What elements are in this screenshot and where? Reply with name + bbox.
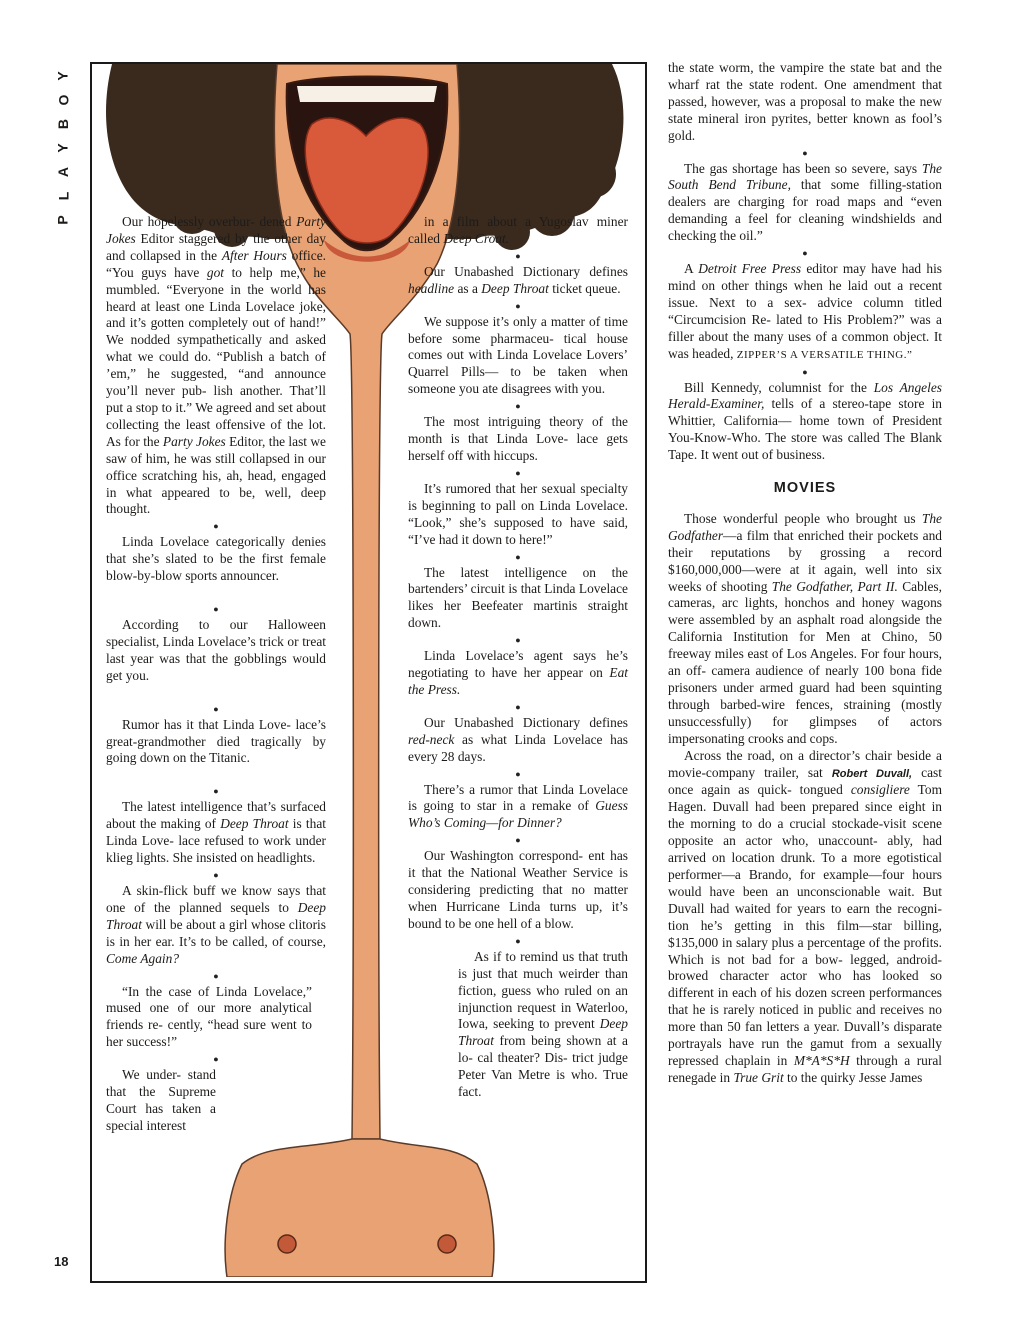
paragraph: Our Washington correspond- ent has it that the National Weather Service is considering predicting that no matter when Hurricane Linda turns up, it’s bound to be one hell of a blow. [408, 848, 628, 931]
paragraph: Linda Lovelace categorically denies that she’s slated to be the first female blow-by-blow sports announcer. [106, 534, 326, 584]
paragraph: According to our Halloween specialist, Linda Lovelace’s trick or treat last year was that the gobblings would get you. [106, 617, 326, 683]
bullet-separator: ● [515, 701, 521, 712]
masthead-letter: B [55, 118, 71, 130]
bullet-separator: ● [515, 401, 521, 412]
hair-curl [568, 150, 616, 198]
bullet-separator: ● [515, 551, 521, 562]
bullet-separator: ● [213, 521, 219, 532]
bullet-separator: ● [802, 366, 808, 377]
paragraph: We suppose it’s only a matter of time before some pharmaceu- tical house comes out with Linda Lovelace Lovers’ Quarrel Pills— to be taken when someone you ate disagrees with you. [408, 313, 628, 397]
section-heading-movies: MOVIES [773, 480, 837, 497]
masthead-letter: P [55, 215, 71, 225]
column-left [106, 214, 326, 1135]
bullet-separator: ● [515, 935, 521, 946]
masthead-letter: O [54, 94, 71, 106]
bullet-separator: ● [213, 703, 219, 714]
paragraph: the state worm, the vampire the state bat and the wharf rat the state rodent. One amendment that passed, however, was a proposal to make the new state mineral iron pyrites, better known as fool’s gold. [668, 60, 942, 143]
nipple-left [278, 1235, 296, 1253]
column-right [668, 60, 942, 1087]
bullet-separator: ● [515, 300, 521, 311]
nipple-right [438, 1235, 456, 1253]
paragraph: Across the road, on a director’s chair beside a movie-company trailer, sat Robert Duvall, cast once again as quick- tongued consigliere Tom Hagen. Duvall had been prepared since eight in the morning to do a crucial stockade-visit scene opposite an actor who, unaccount- ably, had arrived on location drunk. To a more egotistical performer—a Brando, for example—four hours would have been an unconscionable wait. But Duvall had waited for years to earn the recogni- tion he’s getting in this film—star billing, $135,000 in salary plus a percentage of the profits. Which is not bad for a bow- legged, android-browed character actor who has looked so different in each of his dozen screen performances that he is rarely noticed in public and receives no more than 50 fan letters a year. Duvall’s disparate portrayals have run the gamut from a sexually repressed chaplain in M*A*S*H through a rural renegade in True Grit to the quirky Jesse James [668, 747, 942, 1085]
paragraph: “In the case of Linda Lovelace,” mused one of our more analytical friends re- cently, “head sure went to her success!” [106, 983, 312, 1050]
paragraph: The latest intelligence on the bartenders’ circuit is that Linda Lovelace likes her Beefeater martinis straight down. [408, 564, 628, 631]
bullet-separator: ● [213, 604, 219, 615]
hair-curl [130, 162, 174, 206]
masthead-playboy [50, 64, 76, 224]
paragraph: Our hopelessly overbur- dened Party Jokes Editor staggered by the other day and collapsed in the After Hours office. “You guys have got to help me,” he mumbled. “Everyone in the world has heard at least one Linda Lovelace joke, and it’s gotten completely out of hand!” We nodded sympathetically and asked what we could do. “Publish a batch of ’em,” he suggested, “and announce you’ll never pub- lish another. That’ll put a stop to it.” We agreed and set about collecting the least offensive of the lot. As for the Party Jokes Editor, the last we saw of him, he was still collapsed in our office scratching his, ah, head, engaged in what appeared to be, well, deep thought. [106, 214, 327, 517]
bullet-separator: ● [515, 635, 521, 646]
masthead-letter: Y [55, 143, 71, 153]
paragraph: It’s rumored that her sexual specialty is beginning to pall on Linda Lovelace. “Look,” she’s supposed to have said, “I’ve had it down to here!” [408, 480, 628, 547]
bullet-separator: ● [802, 147, 808, 158]
page-number: 18 [54, 1254, 69, 1269]
paragraph: The latest intelligence that’s surfaced about the making of Deep Throat is that Linda Love- lace refused to work under klieg lights. She insisted on headlights. [106, 799, 326, 866]
bullet-separator: ● [213, 1054, 219, 1065]
paragraph: Our Unabashed Dictionary defines red-neck as what Linda Lovelace has every 28 days. [408, 714, 628, 764]
paragraph: The most intriguing theory of the month is that Linda Love- lace gets herself off with hiccups. [408, 414, 628, 463]
bullet-separator: ● [515, 768, 521, 779]
body [225, 1139, 494, 1277]
paragraph: A skin-flick buff we know says that one of the planned sequels to Deep Throat will be about a girl whose clitoris is in her ear. It’s to be called, of course, Come Again? [106, 883, 326, 966]
bullet-separator: ● [515, 250, 521, 261]
masthead-letter: L [55, 191, 71, 201]
paragraph: We under- stand that the Supreme Court has taken a special interest [106, 1067, 216, 1133]
bullet-separator: ● [213, 870, 219, 880]
masthead-letter: A [55, 166, 71, 178]
paragraph: There’s a rumor that Linda Lovelace is going to star in a remake of Guess Who’s Coming—for Dinner? [408, 781, 628, 831]
paragraph: Those wonderful people who brought us The Godfather—a film that enriched their pockets and their reputations by grossing a record $160,000,000—were at it again, well into six weeks of shooting The Godfather, Part II. Cables, cameras, arc lights, honchos and honey wagons were assembled by an asphalt road alongside the California Institution for Men at Chino, 50 freeway miles east of Los Angeles. For four hours, an off- camera audience of nearly 100 bona fide prisoners under armed guard had been squinting through barbed-wire fences, straining (mostly unsuccessfully) for glimpses of actors impersonating crooks and cops. [668, 510, 942, 746]
paragraph: Bill Kennedy, columnist for the Los Angeles Herald-Examiner, tells of a stereo-tape store in Whittier, California— home town of President You-Know-Who. The store was called The Blank Tape. It went out of business. [668, 379, 943, 463]
paragraph: in a film about a Yugoslav miner called Deep Croat. [408, 214, 628, 246]
column-middle [408, 214, 628, 1101]
bullet-separator: ● [213, 786, 219, 797]
bullet-separator: ● [515, 467, 521, 478]
bullet-separator: ● [515, 835, 521, 846]
paragraph: The gas shortage has been so severe, says The South Bend Tribune, that some filling-station dealers are charging for road maps and “even demanding a feel for cleaning windshields and checking the oil.” [668, 160, 942, 244]
paragraph: Rumor has it that Linda Love- lace’s great-grandmother died tragically by going down on the Titanic. [106, 716, 326, 766]
paragraph: Our Unabashed Dictionary defines headline as a Deep Throat ticket queue. [408, 263, 628, 296]
paragraph: Linda Lovelace’s agent says he’s negotiating to have her appear on Eat the Press. [408, 648, 628, 697]
bullet-separator: ● [213, 970, 219, 981]
masthead-letter: Y [55, 71, 71, 81]
paragraph: As if to remind us that truth is just that much weirder than fiction, guess who ruled on an injunction request in Waterloo, Iowa, seeking to prevent Deep Throat from being shown at a lo- cal theater? Dis- trict judge Peter Van Metre is who. True fact. [458, 948, 628, 1100]
paragraph: A Detroit Free Press editor may have had his mind on other things when he laid out a recent issue. Next to a sex- advice column titled “Circumcision Re- lated to His Problem?” was a filler about the many uses of a common object. It was headed, ZIPPER’S A VERSATILE THING.” [668, 261, 943, 361]
upper-teeth [297, 86, 437, 102]
bullet-separator: ● [802, 248, 808, 259]
